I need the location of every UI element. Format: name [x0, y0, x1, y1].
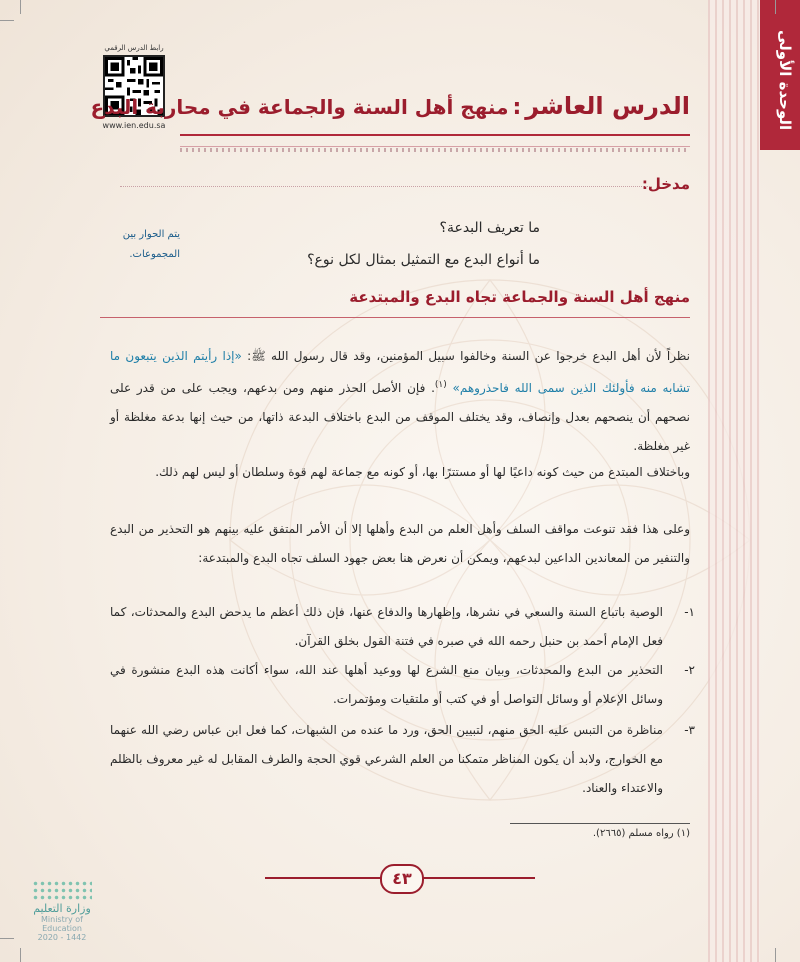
- crop-mark: [0, 938, 14, 939]
- unit-tab-red: [760, 0, 800, 150]
- crop-mark: [20, 948, 21, 962]
- list-item-text: التحذير من البدع والمحدثات، وبيان منع الشرع لها ووعيد أهلها عند الله، سواء أكانت هذه البدع منشورة في وسائل الإعلام أو وسائل التواصل أو في كتب أو ملتقيات ومؤتمرات.: [110, 663, 663, 706]
- ministry-name: وزارة التعليم: [33, 902, 91, 915]
- footnote: (١) رواه مسلم (٢٦٦٥).: [592, 828, 690, 839]
- ministry-logo: [22, 880, 102, 942]
- unit-label: الوحدة الأولى: [776, 29, 794, 131]
- list-item: [110, 598, 695, 656]
- list-item: [110, 716, 695, 803]
- title-colon: :: [512, 95, 522, 120]
- ornament-line-right: [415, 877, 535, 879]
- qr-caption: رابط الدرس الرقمي: [104, 44, 164, 52]
- list-item-text: الوصية باتباع السنة والسعي في نشرها، وإظهارها والدفاع عنها، فإن ذلك أعظم ما يدحض البدع والمحدثات، كما فعل الإمام أحمد بن حنبل رحمه الله في صبره في فتنة القول بخلق القرآن.: [110, 605, 663, 648]
- ministry-dots-icon: [32, 880, 92, 900]
- title-dotted-rule: [180, 148, 690, 152]
- ministry-year: 2020 - 1442: [37, 933, 87, 942]
- paragraph-1-text-b: . فإن الأصل الحذر منهم ومن بدعهم، ويجب على من قدر على نصحهم أن ينصحهم بعدل وإنصاف، وقد يختلف الموقف من البدع باختلاف البدعة ذاتها، من حيث إنها بدعة مغلظة أو غير مغلظة.: [110, 381, 690, 453]
- group-dialogue-note: يتم الحوار بين المجموعات.: [122, 229, 180, 260]
- footnote-ref[interactable]: (١): [434, 380, 447, 390]
- lesson-number: الدرس العاشر: [525, 92, 690, 120]
- page-number-ornament: [265, 862, 535, 894]
- ornament-line-left: [265, 877, 385, 879]
- lesson-subject: منهج أهل السنة والجماعة في محاربة البدع: [90, 95, 509, 119]
- list-item-text: مناظرة من التبس عليه الحق منهم، لتبيين الحق، ورد ما عنده من الشبهات، كما فعل ابن عباس رضي الله عنهما مع الخوارج، ولابد أن يكون المناظر متمكنا من العلم الشرعي قوي الحجة والطرف المقابل له غير معروف بالظلم والاعتداء والعناد.: [110, 723, 663, 795]
- paragraph-2: وباختلاف المبتدع من حيث كونه داعيًا لها أو مستترًا بها، أو كونه مع جماعة لهم قوة وسلطان أو ليس لهم ذلك.: [155, 465, 690, 479]
- footnote-separator: [510, 823, 690, 824]
- unit-stripes: [708, 0, 760, 962]
- intro-dotted-line: [120, 186, 650, 187]
- list-item-number: ٣-: [684, 723, 695, 737]
- crop-mark: [0, 20, 14, 21]
- intro-question-2: ما أنواع البدع مع التمثيل بمثال لكل نوع؟: [307, 252, 540, 268]
- list-item-number: ٢-: [684, 663, 695, 677]
- hadith-quote: «إذا رأيتم الذين يتبعون ما تشابه منه فأولئك الذين سمى الله فاحذروهم»: [110, 349, 690, 395]
- title-underline: [180, 134, 690, 147]
- intro-heading: مدخل:: [641, 175, 690, 193]
- section-underline: [100, 317, 690, 318]
- paragraph-3: وعلى هذا فقد تنوعت مواقف السلف وأهل العلم من البدع وأهلها إلا أن الأمر المتفق عليه بينهم هو التحذير من البدع والتنفير من المعاندين الداعين لبدعهم، ويمكن أن نعرض هنا بعض جهود السلف تجاه البدع والمبتدعة:: [110, 522, 690, 565]
- ministry-name-en: Ministry of Education: [41, 915, 83, 933]
- lesson-url[interactable]: www.ien.edu.sa: [102, 121, 166, 130]
- crop-mark: [20, 0, 21, 14]
- page-number: ٤٣: [380, 864, 424, 894]
- intro-question-1: ما تعريف البدعة؟: [439, 220, 540, 236]
- list-item: [110, 656, 695, 714]
- list-item-number: ١-: [684, 605, 695, 619]
- section-heading: منهج أهل السنة والجماعة تجاه البدع والمبتدعة: [349, 288, 690, 306]
- paragraph-1-text-a: نظراً لأن أهل البدع خرجوا عن السنة وخالفوا سبيل المؤمنين، وقد قال رسول الله ﷺ:: [241, 349, 690, 363]
- crop-mark: [775, 0, 776, 14]
- paragraph-1: [110, 342, 690, 461]
- crop-mark: [775, 948, 776, 962]
- unit-tab: [708, 0, 800, 962]
